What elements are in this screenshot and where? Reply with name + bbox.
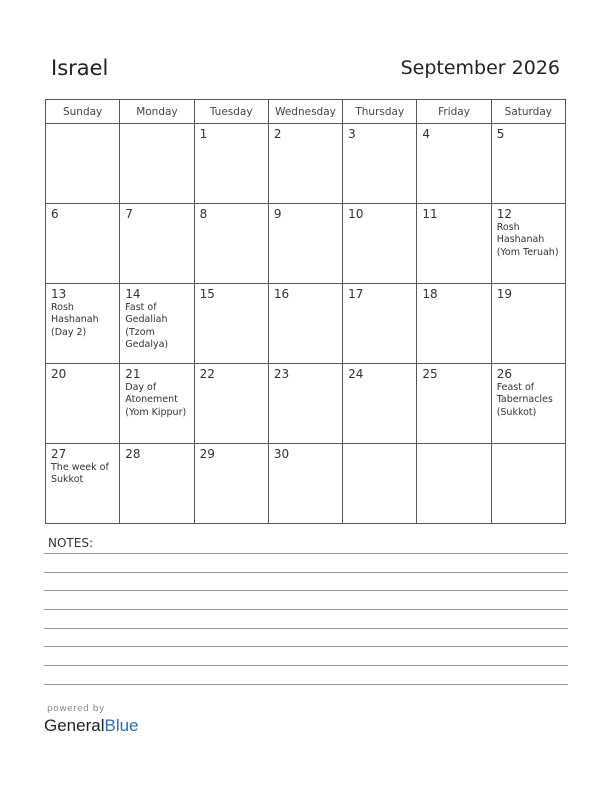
week-row (46, 444, 566, 524)
day-cell (268, 284, 342, 364)
day-cell (194, 444, 268, 524)
day-number: 9 (273, 207, 282, 221)
day-number: 7 (125, 207, 133, 221)
day-number: 22 (199, 367, 215, 381)
day-cell (120, 364, 194, 444)
notes-line (44, 590, 568, 591)
day-number: 18 (422, 287, 438, 301)
day-number: 14 (125, 287, 141, 301)
day-number: 12 (496, 207, 512, 221)
notes-line (44, 665, 568, 666)
notes-line (44, 628, 568, 629)
month-year-title: September 2026 (400, 57, 560, 79)
day-cell (268, 364, 342, 444)
day-number: 16 (273, 287, 290, 301)
day-cell (343, 124, 417, 204)
day-cell (343, 364, 417, 444)
weekday-friday: Friday (417, 100, 491, 124)
calendar-grid (45, 99, 566, 524)
day-number: 27 (51, 447, 67, 461)
day-number: 1 (199, 127, 208, 141)
weekday-monday: Monday (120, 100, 194, 124)
weekday-wednesday: Wednesday (268, 100, 342, 124)
day-number: 6 (51, 207, 59, 221)
day-number: 11 (422, 207, 438, 221)
day-cell (120, 124, 194, 204)
day-number: 26 (496, 367, 512, 381)
notes-label: NOTES: (48, 536, 93, 550)
day-cell (46, 204, 120, 284)
day-number: 15 (199, 287, 215, 301)
day-cell (46, 444, 120, 524)
day-cell (268, 444, 342, 524)
weekday-header-row (46, 100, 566, 124)
notes-line (44, 553, 568, 554)
day-cell (268, 124, 342, 204)
day-number: 10 (348, 207, 364, 221)
day-cell (417, 364, 491, 444)
day-cell (417, 284, 491, 364)
brand-blue: Blue (104, 716, 139, 735)
weekday-sunday: Sunday (46, 100, 120, 124)
week-row (46, 204, 566, 284)
week-row (46, 124, 566, 204)
day-cell (194, 204, 268, 284)
weekday-thursday: Thursday (343, 100, 417, 124)
day-cell (120, 444, 194, 524)
day-cell (120, 204, 194, 284)
day-cell (491, 444, 565, 524)
day-cell (46, 124, 120, 204)
day-cell (417, 124, 491, 204)
day-number: 2 (273, 127, 282, 141)
notes-line (44, 609, 568, 610)
day-number: 23 (273, 367, 290, 381)
day-cell (491, 364, 565, 444)
notes-line (44, 646, 568, 647)
powered-by-text: powered by (47, 704, 105, 714)
day-number: 30 (273, 447, 290, 461)
holiday-label: Rosh Hashanah (Day 2) (51, 302, 99, 338)
day-cell (491, 284, 565, 364)
holiday-label: Feast of Tabernacles (Sukkot) (496, 382, 553, 418)
day-cell (120, 284, 194, 364)
week-row (46, 284, 566, 364)
day-cell (417, 444, 491, 524)
day-number: 5 (496, 127, 505, 141)
day-number: 13 (51, 287, 67, 301)
notes-line (44, 572, 568, 573)
day-number: 28 (125, 447, 141, 461)
day-cell (491, 124, 565, 204)
day-number: 29 (199, 447, 215, 461)
day-cell (343, 204, 417, 284)
day-number: 24 (348, 367, 364, 381)
day-cell (194, 364, 268, 444)
day-cell (491, 204, 565, 284)
day-cell (343, 284, 417, 364)
holiday-label: Day of Atonement (Yom Kippur) (125, 382, 187, 418)
day-cell (417, 204, 491, 284)
notes-line (44, 684, 568, 685)
day-cell (194, 124, 268, 204)
brand-general: General (44, 716, 105, 735)
holiday-label: The week of Sukkot (51, 462, 109, 486)
day-number: 21 (125, 367, 141, 381)
day-number: 3 (348, 127, 356, 141)
day-number: 20 (51, 367, 67, 381)
generalblue-logo (44, 716, 139, 736)
country-title: Israel (51, 56, 109, 80)
day-number: 19 (496, 287, 512, 301)
day-cell (343, 444, 417, 524)
day-number: 4 (422, 127, 431, 141)
day-cell (46, 284, 120, 364)
day-number: 8 (199, 207, 208, 221)
day-number: 17 (348, 287, 364, 301)
holiday-label: Rosh Hashanah (Yom Teruah) (496, 222, 559, 258)
weekday-saturday: Saturday (491, 100, 565, 124)
day-cell (194, 284, 268, 364)
day-cell (268, 204, 342, 284)
day-cell (46, 364, 120, 444)
day-number: 25 (422, 367, 438, 381)
week-row (46, 364, 566, 444)
holiday-label: Fast of Gedaliah (Tzom Gedalya) (125, 302, 169, 351)
weekday-tuesday: Tuesday (194, 100, 268, 124)
